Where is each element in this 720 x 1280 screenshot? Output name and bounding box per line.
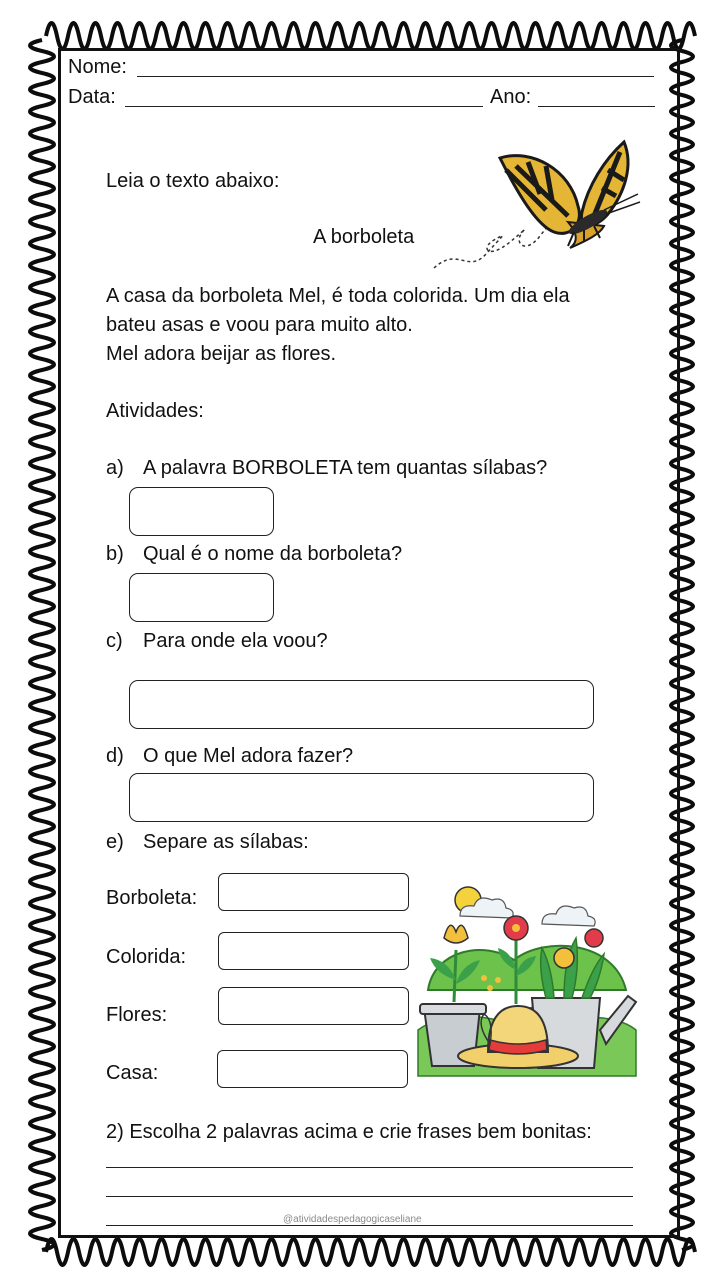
syllable-box-2[interactable] (218, 932, 409, 970)
syllable-word-3: Flores: (106, 1004, 168, 1026)
scribble-border-segment (46, 1239, 695, 1265)
question-d-text: O que Mel adora fazer? (143, 745, 354, 767)
answer-box-b[interactable] (129, 573, 274, 622)
garden-flowers-illustration (414, 880, 638, 1080)
syllable-box-3[interactable] (218, 987, 409, 1025)
question-b-text: Qual é o nome da borboleta? (143, 543, 403, 565)
butterfly-illustration (428, 136, 646, 276)
year-label: Ano: (490, 86, 532, 108)
watermark: @atividadespedagogicaseliane (283, 1214, 422, 1225)
story-line-2: bateu asas e voou para muito alto. (106, 314, 413, 336)
answer-line-3[interactable] (106, 1225, 633, 1226)
name-field[interactable] (137, 76, 654, 77)
syllable-word-4: Casa: (106, 1062, 159, 1084)
answer-line-1[interactable] (106, 1167, 633, 1168)
question-a-text: A palavra BORBOLETA tem quantas sílabas? (143, 457, 548, 479)
date-label: Data: (68, 86, 116, 108)
scribble-border-segment (30, 40, 54, 1250)
syllable-box-4[interactable] (217, 1050, 408, 1088)
name-label: Nome: (68, 56, 127, 78)
answer-box-a[interactable] (129, 487, 274, 536)
question-c-text: Para onde ela voou? (143, 630, 328, 652)
question-2-text: 2) Escolha 2 palavras acima e crie frases bem bonitas: (106, 1121, 592, 1143)
story-line-3: Mel adora beijar as flores. (106, 343, 337, 365)
syllable-word-1: Borboleta: (106, 887, 198, 909)
scribble-border-segment (46, 23, 695, 49)
question-e-text: Separe as sílabas: (143, 831, 309, 853)
answer-box-d[interactable] (129, 773, 594, 822)
story-title: A borboleta (313, 226, 415, 248)
syllable-box-1[interactable] (218, 873, 409, 911)
instruction-text: Leia o texto abaixo: (106, 170, 280, 192)
answer-line-2[interactable] (106, 1196, 633, 1197)
year-field[interactable] (538, 106, 655, 107)
question-e-letter: e) (106, 831, 124, 853)
activities-title: Atividades: (106, 400, 204, 422)
question-c-letter: c) (106, 630, 123, 652)
story-line-1: A casa da borboleta Mel, é toda colorida. Um dia ela (106, 285, 570, 307)
question-d-letter: d) (106, 745, 124, 767)
question-a-letter: a) (106, 457, 124, 479)
date-field[interactable] (125, 106, 483, 107)
syllable-word-2: Colorida: (106, 946, 187, 968)
question-b-letter: b) (106, 543, 124, 565)
answer-box-c[interactable] (129, 680, 594, 729)
